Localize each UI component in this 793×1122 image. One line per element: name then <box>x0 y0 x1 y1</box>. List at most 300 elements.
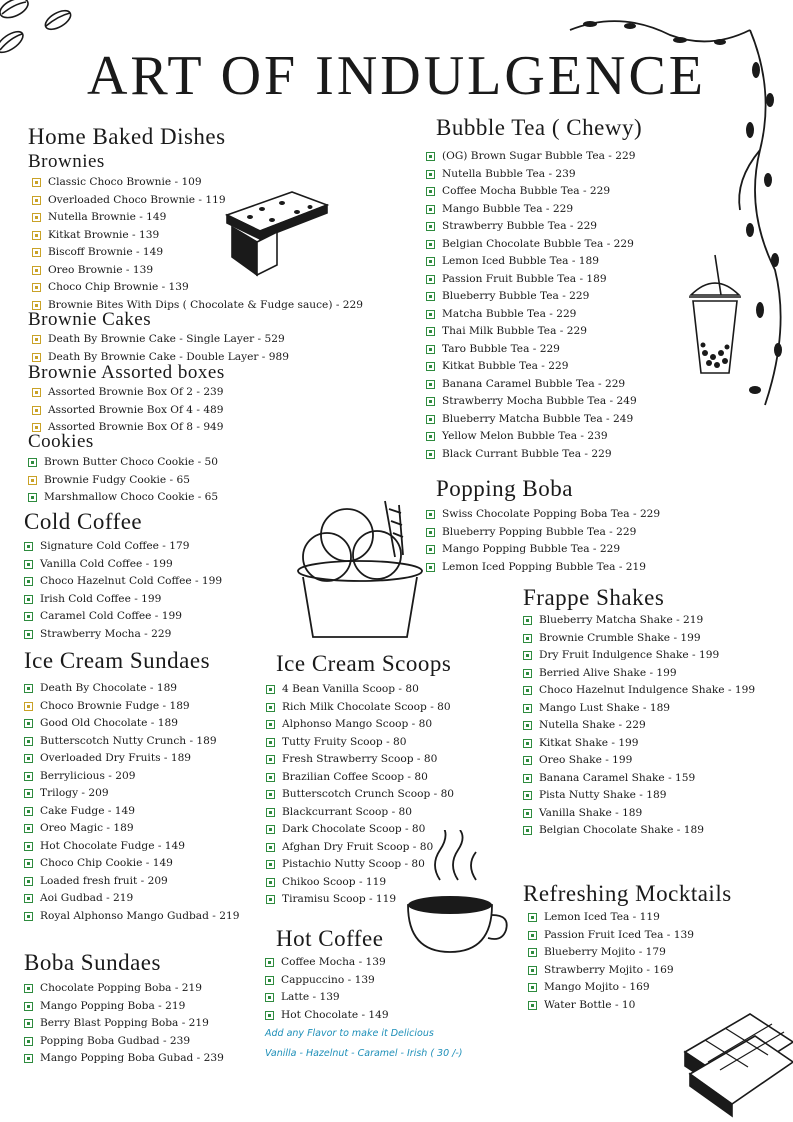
veg-mark-icon <box>426 310 435 319</box>
subsection-heading: Brownies <box>28 151 105 172</box>
egg-mark-icon <box>32 353 41 362</box>
menu-item-label: Water Bottle - 10 <box>544 998 636 1011</box>
menu-item <box>426 559 660 577</box>
menu-item-label: Coffee Mocha Bubble Tea - 229 <box>442 185 611 197</box>
menu-item-label: Blueberry Mojito - 179 <box>544 946 666 958</box>
menu-item <box>426 506 660 524</box>
egg-mark-icon <box>32 283 41 292</box>
menu-item-label: Choco Brownie Fudge - 189 <box>40 699 190 712</box>
veg-mark-icon <box>265 1011 274 1020</box>
veg-mark-icon <box>24 595 33 604</box>
menu-item-label: Signature Cold Coffee - 179 <box>40 540 190 552</box>
menu-item-label: Black Currant Bubble Tea - 229 <box>442 447 612 460</box>
veg-mark-icon <box>266 808 275 817</box>
veg-mark-icon <box>266 738 275 747</box>
menu-item-label: Taro Bubble Tea - 229 <box>442 342 560 355</box>
menu-item-label: Hot Chocolate Fudge - 149 <box>40 839 185 852</box>
menu-item-label: Latte - 139 <box>281 991 340 1003</box>
menu-item <box>266 769 454 787</box>
veg-mark-icon <box>523 756 532 765</box>
cold-coffee-section <box>24 509 222 643</box>
popping-boba-section <box>436 476 660 576</box>
brownie-boxes-list <box>32 384 225 437</box>
section-heading: Cold Coffee <box>24 509 143 534</box>
veg-mark-icon <box>24 684 33 693</box>
menu-item-label: Caramel Cold Coffee - 199 <box>40 610 182 622</box>
menu-item-label: Swiss Chocolate Popping Boba Tea - 229 <box>442 508 661 520</box>
mocktails-section <box>523 881 732 1014</box>
menu-item-label: Loaded fresh fruit - 209 <box>40 874 168 887</box>
veg-mark-icon <box>266 720 275 729</box>
menu-item-label: Irish Cold Coffee - 199 <box>40 592 162 605</box>
mocktails-list <box>528 909 732 1014</box>
menu-item <box>24 698 239 716</box>
section-heading: Refreshing Mocktails <box>523 881 732 906</box>
veg-mark-icon <box>24 1037 33 1046</box>
veg-mark-icon <box>523 739 532 748</box>
veg-mark-icon <box>24 542 33 551</box>
menu-item <box>24 873 239 891</box>
veg-mark-icon <box>24 1002 33 1011</box>
egg-mark-icon <box>32 266 41 275</box>
menu-item-label: Coffee Mocha - 139 <box>281 956 386 968</box>
menu-item-label: Berried Alive Shake - 199 <box>539 666 677 679</box>
menu-item <box>24 838 239 856</box>
menu-item <box>24 980 224 998</box>
menu-item-label: Mango Popping Bubble Tea - 229 <box>442 543 621 555</box>
veg-mark-icon <box>266 703 275 712</box>
menu-item-label: Hot Chocolate - 149 <box>281 1008 389 1021</box>
menu-item <box>24 1015 224 1033</box>
veg-mark-icon <box>265 958 274 967</box>
menu-item-label: (OG) Brown Sugar Bubble Tea - 229 <box>442 150 636 162</box>
menu-item <box>523 787 755 805</box>
menu-item <box>24 733 239 751</box>
menu-item <box>265 972 389 990</box>
hot-coffee-list <box>265 954 389 1024</box>
egg-mark-icon <box>32 388 41 397</box>
veg-mark-icon <box>523 774 532 783</box>
veg-mark-icon <box>266 685 275 694</box>
egg-mark-icon <box>32 335 41 344</box>
veg-mark-icon <box>24 807 33 816</box>
menu-item-label: Banana Caramel Bubble Tea - 229 <box>442 377 626 390</box>
veg-mark-icon <box>528 931 537 940</box>
menu-item <box>266 716 454 734</box>
menu-item-label: Kitkat Brownie - 139 <box>48 228 160 241</box>
menu-item <box>426 446 642 464</box>
menu-item-label: Alphonso Mango Scoop - 80 <box>282 718 433 730</box>
cookies-section <box>28 431 218 507</box>
egg-mark-icon <box>32 196 41 205</box>
menu-item <box>24 715 239 733</box>
veg-mark-icon <box>426 327 435 336</box>
menu-item-label: Blueberry Matcha Bubble Tea - 249 <box>442 412 634 425</box>
menu-item-label: Tutty Fruity Scoop - 80 <box>282 735 407 748</box>
egg-mark-icon <box>24 702 33 711</box>
veg-mark-icon <box>266 895 275 904</box>
egg-mark-icon <box>32 406 41 415</box>
veg-mark-icon <box>523 669 532 678</box>
veg-mark-icon <box>528 1001 537 1010</box>
menu-item-label: Brazilian Coffee Scoop - 80 <box>282 770 428 783</box>
section-heading: Ice Cream Scoops <box>276 651 452 676</box>
subsection-heading: Brownie Assorted boxes <box>28 362 225 383</box>
veg-mark-icon <box>24 1019 33 1028</box>
section-heading: Boba Sundaes <box>24 950 161 975</box>
egg-mark-icon <box>28 476 37 485</box>
veg-mark-icon <box>266 878 275 887</box>
menu-item <box>24 626 222 644</box>
popping-boba-list <box>426 506 660 576</box>
veg-mark-icon <box>24 842 33 851</box>
menu-item <box>523 770 755 788</box>
menu-item <box>24 1033 224 1051</box>
menu-item <box>266 681 454 699</box>
menu-item-label: Strawberry Mocha - 229 <box>40 627 172 640</box>
menu-item <box>523 665 755 683</box>
menu-item-label: Brownie Crumble Shake - 199 <box>539 631 701 644</box>
menu-item <box>24 1050 224 1068</box>
menu-item-label: Yellow Melon Bubble Tea - 239 <box>442 430 608 442</box>
menu-item-label: Blackcurrant Scoop - 80 <box>282 805 413 818</box>
sundaes-section <box>24 648 239 925</box>
menu-item <box>24 750 239 768</box>
menu-item-label: Lemon Iced Popping Bubble Tea - 219 <box>442 560 647 573</box>
menu-item <box>24 556 222 574</box>
menu-item-label: Brownie Bites With Dips ( Chocolate & Fudge sauce) - 229 <box>48 298 363 311</box>
menu-item <box>266 804 454 822</box>
menu-item-label: Vanilla Cold Coffee - 199 <box>40 557 173 570</box>
veg-mark-icon <box>265 993 274 1002</box>
menu-item-label: Strawberry Mojito - 169 <box>544 963 674 976</box>
menu-item <box>266 734 454 752</box>
menu-item-label: Chocolate Popping Boba - 219 <box>40 982 203 994</box>
menu-item-label: Mango Popping Boba - 219 <box>40 999 186 1012</box>
menu-item-label: Marshmallow Choco Cookie - 65 <box>44 491 219 503</box>
menu-item-label: Berry Blast Popping Boba - 219 <box>40 1017 209 1029</box>
menu-item-label: Blueberry Bubble Tea - 229 <box>442 290 590 302</box>
menu-item-label: Pista Nutty Shake - 189 <box>539 789 667 801</box>
menu-item-label: Banana Caramel Shake - 159 <box>539 771 696 784</box>
veg-mark-icon <box>523 616 532 625</box>
menu-item-label: Strawberry Mocha Bubble Tea - 249 <box>442 395 637 407</box>
veg-mark-icon <box>426 380 435 389</box>
veg-mark-icon <box>24 754 33 763</box>
brownie-boxes-section <box>28 362 225 437</box>
veg-mark-icon <box>24 630 33 639</box>
menu-item <box>28 472 218 490</box>
menu-item-label: Good Old Chocolate - 189 <box>40 717 178 729</box>
menu-item-label: Chikoo Scoop - 119 <box>282 875 387 888</box>
menu-item-label: Cake Fudge - 149 <box>40 804 136 817</box>
menu-item-label: Choco Hazelnut Cold Coffee - 199 <box>40 575 223 587</box>
menu-item-label: Classic Choco Brownie - 109 <box>48 176 202 188</box>
hot-coffee-section <box>276 926 389 1024</box>
egg-mark-icon <box>32 231 41 240</box>
menu-item-label: Oreo Magic - 189 <box>40 822 134 834</box>
veg-mark-icon <box>266 825 275 834</box>
menu-item <box>266 699 454 717</box>
frappe-list <box>523 612 755 840</box>
menu-item-label: Dry Fruit Indulgence Shake - 199 <box>539 649 720 661</box>
veg-mark-icon <box>266 843 275 852</box>
cookies-list <box>28 454 218 507</box>
brownie-icon <box>222 187 332 282</box>
brownie-cakes-list <box>32 331 289 366</box>
menu-item-label: Blueberry Matcha Shake - 219 <box>539 614 704 626</box>
veg-mark-icon <box>426 563 435 572</box>
almond-icon <box>0 0 80 70</box>
menu-item-label: Belgian Chocolate Shake - 189 <box>539 824 704 836</box>
menu-item <box>24 785 239 803</box>
menu-item-label: Tiramisu Scoop - 119 <box>282 893 397 905</box>
menu-item-label: Afghan Dry Fruit Scoop - 80 <box>282 840 434 853</box>
menu-item <box>32 402 225 420</box>
menu-item-label: Nutella Shake - 229 <box>539 719 646 731</box>
menu-item <box>24 820 239 838</box>
section-heading: Popping Boba <box>436 476 573 501</box>
veg-mark-icon <box>426 187 435 196</box>
menu-item-label: Butterscotch Nutty Crunch - 189 <box>40 734 217 747</box>
menu-item <box>24 573 222 591</box>
menu-item-label: Rich Milk Chocolate Scoop - 80 <box>282 700 451 713</box>
flavor-options-note: Vanilla - Hazelnut - Caramel - Irish ( 30 /-) <box>265 1048 463 1059</box>
menu-item <box>523 682 755 700</box>
menu-item-label: Mango Mojito - 169 <box>544 981 650 993</box>
veg-mark-icon <box>24 984 33 993</box>
veg-mark-icon <box>266 773 275 782</box>
veg-mark-icon <box>523 721 532 730</box>
menu-item-label: Blueberry Popping Bubble Tea - 229 <box>442 525 637 538</box>
veg-mark-icon <box>24 737 33 746</box>
veg-mark-icon <box>523 791 532 800</box>
veg-mark-icon <box>426 345 435 354</box>
veg-mark-icon <box>426 205 435 214</box>
menu-item <box>426 524 660 542</box>
chocolate-bar-icon <box>680 1012 793 1120</box>
menu-item-label: Choco Chip Cookie - 149 <box>40 857 173 869</box>
menu-item-label: Assorted Brownie Box Of 8 - 949 <box>48 421 224 433</box>
egg-mark-icon <box>32 178 41 187</box>
vine-icon <box>560 10 790 420</box>
veg-mark-icon <box>528 913 537 922</box>
menu-item-label: Overloaded Dry Fruits - 189 <box>40 752 192 764</box>
veg-mark-icon <box>426 292 435 301</box>
menu-item-label: Kitkat Bubble Tea - 229 <box>442 360 569 372</box>
boba-sundaes-list <box>24 980 224 1068</box>
menu-item-label: Brownie Fudgy Cookie - 65 <box>44 473 190 486</box>
veg-mark-icon <box>426 222 435 231</box>
veg-mark-icon <box>426 397 435 406</box>
section-heading: Bubble Tea ( Chewy) <box>436 115 643 140</box>
menu-item-label: Trilogy - 209 <box>40 787 109 799</box>
veg-mark-icon <box>24 772 33 781</box>
veg-mark-icon <box>426 450 435 459</box>
menu-item-label: Mango Popping Boba Gubad - 239 <box>40 1052 224 1064</box>
veg-mark-icon <box>426 545 435 554</box>
menu-item <box>528 962 732 980</box>
menu-item-label: Pistachio Nutty Scoop - 80 <box>282 858 425 870</box>
veg-mark-icon <box>266 790 275 799</box>
menu-item <box>28 489 218 507</box>
menu-item-label: Belgian Chocolate Bubble Tea - 229 <box>442 237 634 250</box>
section-heading: Frappe Shakes <box>523 585 665 610</box>
section-heading: Ice Cream Sundaes <box>24 648 211 673</box>
menu-item <box>266 786 454 804</box>
menu-item <box>24 608 222 626</box>
menu-item-label: Cappuccino - 139 <box>281 973 375 986</box>
menu-item-label: Lemon Iced Tea - 119 <box>544 911 660 923</box>
menu-item <box>523 700 755 718</box>
veg-mark-icon <box>24 894 33 903</box>
menu-item-label: Popping Boba Gudbad - 239 <box>40 1034 191 1047</box>
veg-mark-icon <box>523 651 532 660</box>
home-baked-section <box>28 124 226 150</box>
menu-item <box>528 944 732 962</box>
veg-mark-icon <box>28 458 37 467</box>
menu-item-label: Strawberry Bubble Tea - 229 <box>442 220 598 232</box>
veg-mark-icon <box>523 704 532 713</box>
menu-item <box>24 855 239 873</box>
menu-item-label: Butterscotch Crunch Scoop - 80 <box>282 788 455 800</box>
veg-mark-icon <box>426 510 435 519</box>
menu-item-label: Nutella Brownie - 149 <box>48 211 167 223</box>
menu-item <box>523 805 755 823</box>
veg-mark-icon <box>24 577 33 586</box>
menu-item <box>32 384 225 402</box>
subsection-heading: Brownie Cakes <box>28 309 152 330</box>
menu-item-label: Lemon Iced Bubble Tea - 189 <box>442 255 600 267</box>
menu-item <box>266 751 454 769</box>
veg-mark-icon <box>523 686 532 695</box>
egg-mark-icon <box>32 248 41 257</box>
menu-item-label: Choco Hazelnut Indulgence Shake - 199 <box>539 684 756 696</box>
veg-mark-icon <box>24 789 33 798</box>
menu-item-label: Fresh Strawberry Scoop - 80 <box>282 753 438 765</box>
veg-mark-icon <box>426 528 435 537</box>
menu-item-label: Matcha Bubble Tea - 229 <box>442 307 577 320</box>
menu-item-label: Mango Lust Shake - 189 <box>539 701 671 714</box>
menu-item <box>426 541 660 559</box>
menu-item <box>24 538 222 556</box>
veg-mark-icon <box>426 257 435 266</box>
menu-item-label: Mango Bubble Tea - 229 <box>442 202 574 215</box>
menu-item <box>523 717 755 735</box>
menu-item-label: Kitkat Shake - 199 <box>539 736 639 749</box>
veg-mark-icon <box>24 824 33 833</box>
menu-item <box>523 612 755 630</box>
menu-item-label: Aoi Gudbad - 219 <box>40 892 134 904</box>
veg-mark-icon <box>24 1054 33 1063</box>
menu-item-label: 4 Bean Vanilla Scoop - 80 <box>282 683 419 695</box>
menu-item <box>24 908 239 926</box>
page-title: ART OF INDULGENCE <box>86 45 707 107</box>
veg-mark-icon <box>528 966 537 975</box>
menu-item-label: Biscoff Brownie - 149 <box>48 246 164 258</box>
veg-mark-icon <box>426 240 435 249</box>
veg-mark-icon <box>28 493 37 502</box>
menu-item <box>528 927 732 945</box>
menu-item <box>523 647 755 665</box>
menu-item <box>24 803 239 821</box>
brownie-cakes-section <box>28 309 289 366</box>
veg-mark-icon <box>528 948 537 957</box>
egg-mark-icon <box>32 213 41 222</box>
menu-item <box>528 979 732 997</box>
menu-item-label: Nutella Bubble Tea - 239 <box>442 167 576 180</box>
flavor-note: Add any Flavor to make it Delicious <box>265 1028 434 1039</box>
section-heading: Home Baked Dishes <box>28 124 226 149</box>
veg-mark-icon <box>523 634 532 643</box>
menu-item <box>265 954 389 972</box>
menu-item <box>28 454 218 472</box>
menu-item-label: Overloaded Choco Brownie - 119 <box>48 193 226 206</box>
menu-item-label: Royal Alphonso Mango Gudbad - 219 <box>40 909 240 922</box>
menu-item <box>528 909 732 927</box>
menu-item <box>523 735 755 753</box>
menu-item-label: Brown Butter Choco Cookie - 50 <box>44 456 219 468</box>
subsection-heading: Cookies <box>28 431 94 452</box>
menu-item <box>523 752 755 770</box>
veg-mark-icon <box>24 612 33 621</box>
menu-item <box>24 890 239 908</box>
bubble-tea-icon <box>685 253 745 381</box>
veg-mark-icon <box>266 755 275 764</box>
menu-item-label: Death By Brownie Cake - Single Layer - 529 <box>48 333 285 345</box>
veg-mark-icon <box>426 275 435 284</box>
menu-item <box>426 428 642 446</box>
veg-mark-icon <box>528 983 537 992</box>
veg-mark-icon <box>265 976 274 985</box>
menu-item-label: Assorted Brownie Box Of 4 - 489 <box>48 403 224 416</box>
veg-mark-icon <box>426 362 435 371</box>
cold-coffee-list <box>24 538 222 643</box>
menu-item-label: Choco Chip Brownie - 139 <box>48 281 189 293</box>
veg-mark-icon <box>24 560 33 569</box>
ice-cream-icon <box>295 497 425 642</box>
coffee-cup-icon <box>400 830 510 955</box>
veg-mark-icon <box>426 152 435 161</box>
menu-item <box>523 630 755 648</box>
menu-item <box>24 998 224 1016</box>
menu-item-label: Thai Milk Bubble Tea - 229 <box>442 325 587 337</box>
veg-mark-icon <box>426 170 435 179</box>
veg-mark-icon <box>24 859 33 868</box>
frappe-section <box>523 585 755 840</box>
menu-item-label: Death By Brownie Cake - Double Layer - 989 <box>48 350 289 363</box>
veg-mark-icon <box>523 809 532 818</box>
sundaes-list <box>24 680 239 925</box>
menu-item-label: Death By Chocolate - 189 <box>40 682 178 694</box>
veg-mark-icon <box>426 432 435 441</box>
menu-item-label: Passion Fruit Bubble Tea - 189 <box>442 272 607 285</box>
veg-mark-icon <box>426 415 435 424</box>
menu-item-label: Berrylicious - 209 <box>40 769 136 782</box>
boba-sundaes-section <box>24 950 224 1068</box>
menu-item-label: Passion Fruit Iced Tea - 139 <box>544 928 694 941</box>
menu-item <box>265 1007 389 1025</box>
menu-item <box>24 591 222 609</box>
menu-item-label: Vanilla Shake - 189 <box>539 806 643 819</box>
menu-item-label: Oreo Brownie - 139 <box>48 263 154 276</box>
veg-mark-icon <box>24 877 33 886</box>
menu-item <box>24 680 239 698</box>
veg-mark-icon <box>24 912 33 921</box>
menu-item-label: Assorted Brownie Box Of 2 - 239 <box>48 386 224 398</box>
veg-mark-icon <box>266 860 275 869</box>
veg-mark-icon <box>523 826 532 835</box>
